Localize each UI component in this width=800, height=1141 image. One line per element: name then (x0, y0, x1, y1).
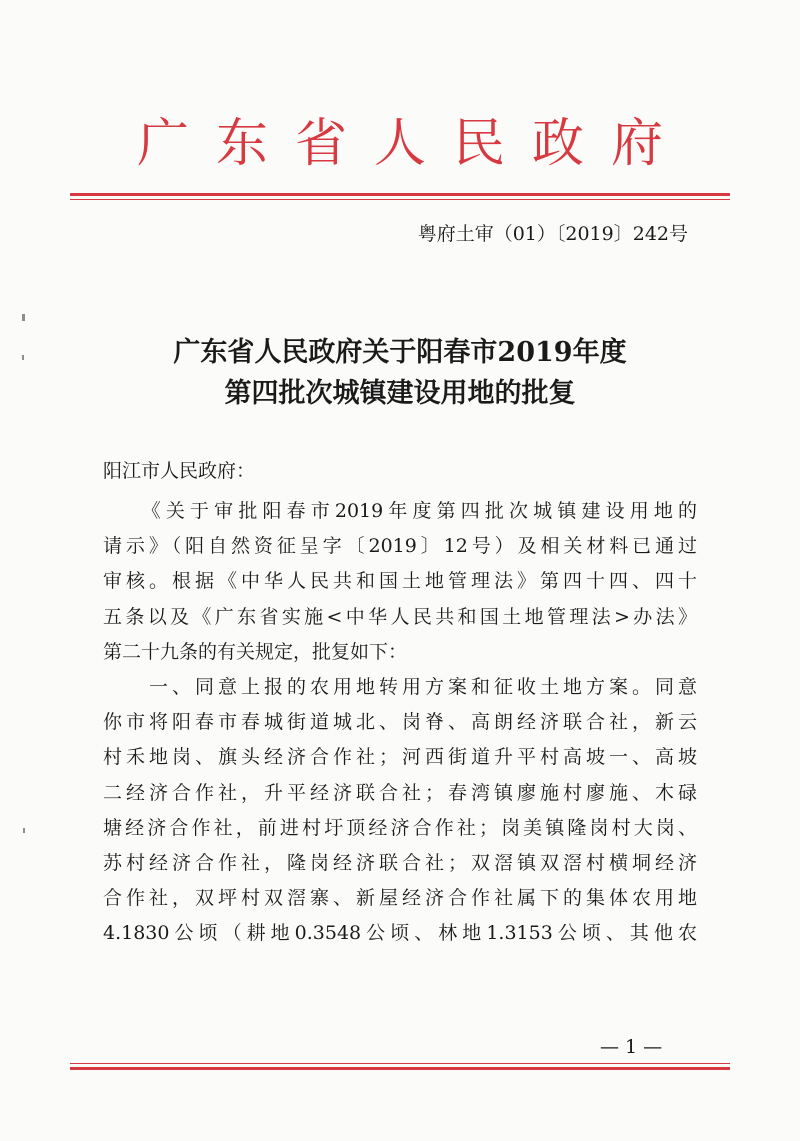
document-title-line-2: 第四批次城镇建设用地的批复 (224, 378, 576, 409)
document-title (70, 332, 730, 414)
document-title-line-1: 广东省人民政府关于阳春市2019年度 (173, 337, 627, 368)
footer-rule-thick (70, 1067, 730, 1070)
body-line: 塘经济合作社，前进村圩顶经济合作社；岗美镇隆岗村大岗、 (103, 816, 697, 839)
body-line: 村禾地岗、旗头经济合作社；河西街道升平村高坡一、高坡 (103, 746, 697, 769)
letterhead-rule-thin (70, 199, 730, 200)
body-line: 审核。根据《中华人民共和国土地管理法》第四十四、四十 (103, 570, 697, 593)
body-line: 第二十九条的有关规定，批复如下： (103, 640, 408, 663)
scan-speck (22, 314, 25, 321)
document-number: 粤府土审（01）〔2019〕242号 (417, 223, 688, 245)
body-line: 苏村经济合作社，隆岗经济联合社；双滘镇双滘村横垌经济 (103, 851, 697, 874)
recipient: 阳江市人民政府： (103, 460, 256, 482)
body-line: 一、同意上报的农用地转用方案和征收土地方案。同意 (103, 675, 697, 698)
scan-speck (23, 828, 25, 833)
body-line: 《关于审批阳春市2019年度第四批次城镇建设用地的 (103, 500, 697, 522)
page-number: — 1 — (600, 1036, 663, 1058)
body-line: 五条以及《广东省实施<中华人民共和国土地管理法>办法》 (103, 605, 697, 628)
letterhead-rule-thick (70, 193, 730, 196)
letterhead-issuer: 广东省人民政府 (136, 114, 690, 174)
body-line: 4.1830公顷（耕地0.3548公顷、林地1.3153公顷、其他农 (103, 922, 697, 945)
body-text (103, 494, 697, 951)
body-line: 合作社，双坪村双滘寨、新屋经济合作社属下的集体农用地 (103, 887, 697, 910)
body-line: 你市将阳春市春城街道城北、岗脊、高朗经济联合社，新云 (103, 711, 697, 734)
scan-speck (22, 355, 24, 360)
body-line: 请示》（阳自然资征呈字〔2019〕12号）及相关材料已通过 (103, 535, 697, 558)
footer-rule-thin (70, 1063, 730, 1064)
body-line: 二经济合作社，升平经济联合社；春湾镇廖施村廖施、木碌 (103, 781, 697, 804)
